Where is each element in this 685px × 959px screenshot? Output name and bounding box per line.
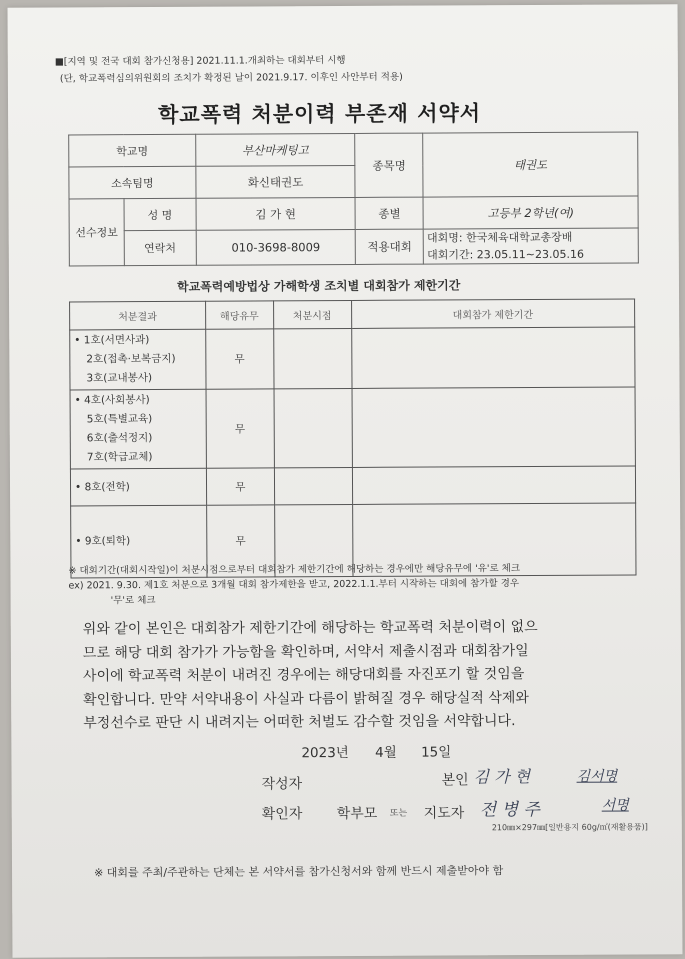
applicable-value: 무 <box>206 505 274 577</box>
result-cell <box>70 389 206 469</box>
category-value: 고등부 2학년(여) <box>423 196 638 229</box>
pledge-line-2: 므로 해당 대회 참가가 가능함을 확인하며, 서약서 제출시점과 대회참가일 <box>82 642 529 661</box>
parent-label: 학부모 <box>336 805 378 823</box>
time-cell <box>274 467 352 504</box>
name-value: 김 가 현 <box>196 197 356 230</box>
pledge-line-1: 위와 같이 본인은 대회참가 제한기간에 해당하는 학교폭력 처분이력이 없으 <box>82 618 538 638</box>
period-cell <box>352 387 636 467</box>
date-month: 4월 <box>375 744 397 761</box>
team-label: 소속팀명 <box>69 166 196 199</box>
period-cell <box>352 466 636 504</box>
footnote-line-3: '무'로 체크 <box>110 594 156 607</box>
date-year: 2023년 <box>301 744 349 762</box>
col-header-period: 대회참가 제한기간 <box>351 299 635 328</box>
self-label: 본인 <box>441 772 469 789</box>
writer-label: 작성자 <box>261 776 303 793</box>
coach-label: 지도자 <box>423 805 465 822</box>
tournament-name: 대회명: 한국체육대학교총장배 <box>426 230 573 245</box>
document-title: 학교폭력 처분이력 부존재 서약서 <box>158 101 482 127</box>
self-signature: 김서명 <box>576 768 618 785</box>
signing-date <box>301 740 451 761</box>
list-item: • 1호(서면사과) <box>74 334 150 347</box>
period-cell <box>351 327 635 388</box>
notice-line-1: ■[지역 및 전국 대회 참가신청용] 2021.11.1.개최하는 대회부터 시행 <box>54 54 346 68</box>
name-label: 성 명 <box>124 198 196 230</box>
table-row <box>70 387 635 469</box>
col-header-result: 처분결과 <box>70 301 206 330</box>
col-header-time: 처분시점 <box>273 300 351 328</box>
pledge-text <box>83 616 538 736</box>
date-day: 15일 <box>421 744 452 761</box>
or-label: 또는 <box>389 808 408 819</box>
applicable-value: 무 <box>205 329 273 389</box>
category-label: 종별 <box>355 197 423 229</box>
tournament-cell <box>423 228 638 264</box>
coach-signature: 서명 <box>601 797 629 814</box>
event-value: 태권도 <box>423 132 638 197</box>
table-row <box>70 327 635 390</box>
pledge-line-3: 사이에 학교폭력 처분이 내려진 경우에는 해당대회를 자진포기 할 것임을 <box>82 666 525 685</box>
applicable-value: 무 <box>206 468 274 505</box>
pledge-line-5: 부정선수로 판단 시 내려지는 어떠한 처벌도 감수할 것임을 서약합니다. <box>83 713 516 732</box>
team-value: 화신태권도 <box>196 165 356 198</box>
athlete-info-table <box>68 131 639 266</box>
col-header-applicable: 해당유무 <box>205 301 273 329</box>
tournament-period: 대회기간: 23.05.11~23.05.16 <box>427 247 585 262</box>
school-label: 학교명 <box>69 134 196 167</box>
list-item: 6호(출석정지) <box>86 432 153 445</box>
school-value: 부산마케팅고 <box>195 133 355 166</box>
result-cell <box>70 329 206 390</box>
table-row <box>70 466 635 506</box>
coach-handwritten-name: 전 병 주 <box>479 799 540 821</box>
time-cell <box>274 388 352 467</box>
pledge-line-4: 확인합니다. 만약 서약내용이 사실과 다름이 밝혀질 경우 해당실적 삭제와 <box>83 689 529 708</box>
list-item: 2호(접촉·보복금지) <box>86 352 176 366</box>
tournament-label: 적용대회 <box>356 229 424 264</box>
footnote <box>68 561 520 608</box>
paper-spec: 210㎜×297㎜[일반용지 60g/㎡(재활용품)] <box>491 822 648 833</box>
event-label: 종목명 <box>355 133 423 197</box>
bottom-note: ※ 대회를 주최/주관하는 단체는 본 서약서를 참가신청서와 함께 반드시 제출받아야 함 <box>94 864 504 880</box>
contact-value: 010-3698-8009 <box>196 229 356 265</box>
restriction-subtitle: 학교폭력예방법상 가해학생 조치별 대회참가 제한기간 <box>176 278 461 294</box>
confirmer-label: 확인자 <box>261 806 303 823</box>
list-item: 5호(특별교육) <box>86 413 153 426</box>
document-page <box>8 4 683 957</box>
result-cell <box>70 468 206 506</box>
athlete-info-label: 선수정보 <box>69 199 124 266</box>
footnote-line-2: ex) 2021. 9.30. 제1호 처분으로 3개월 대회 참가제한을 받고, 2022.1.1.부터 시작하는 대회에 참가할 경우 <box>68 578 520 592</box>
applicable-value: 무 <box>206 389 274 468</box>
footnote-line-1: ※ 대회기간(대회시작일)이 처분시점으로부터 대회참가 제한기간에 해당하는 경우에만 해당유무에 '유'로 체크 <box>68 563 521 577</box>
list-item: 7호(학급교체) <box>86 451 153 464</box>
self-handwritten-name: 김 가 현 <box>473 767 531 787</box>
notice-line-2: (단, 학교폭력심의위원회의 조치가 확정된 날이 2021.9.17. 이후인 사안부터 적용) <box>59 71 403 85</box>
contact-label: 연락처 <box>124 230 196 265</box>
time-cell <box>273 328 351 388</box>
list-item: • 8호(전학) <box>74 480 130 493</box>
list-item: • 9호(퇴학) <box>75 535 131 548</box>
list-item: 3호(교내봉사) <box>86 372 153 385</box>
restriction-table <box>69 298 636 578</box>
list-item: • 4호(사회봉사) <box>74 394 150 407</box>
